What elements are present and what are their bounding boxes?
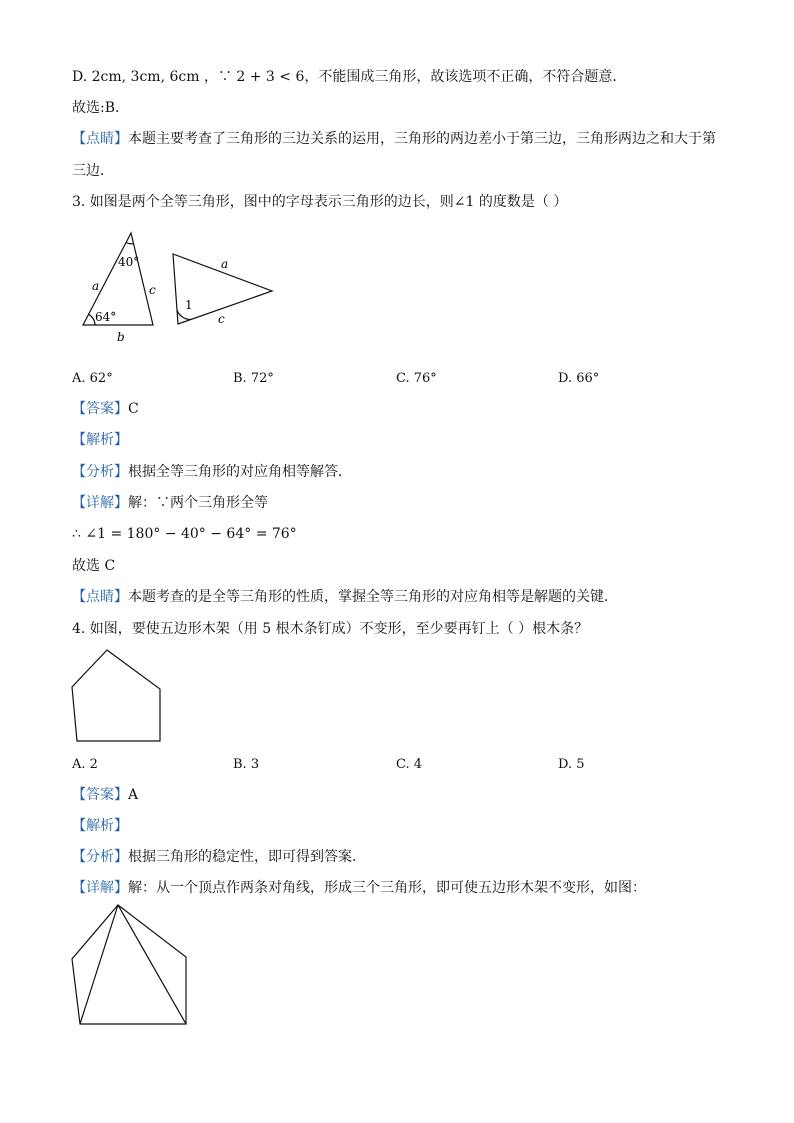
diagonal-right xyxy=(118,905,186,1024)
prev-comment xyxy=(72,130,716,148)
analysis-tag: 【解析】 xyxy=(72,818,128,834)
q3-formula: ∴ ∠1 = 180° − 40° − 64° = 76° xyxy=(72,526,297,542)
q3-detail xyxy=(72,494,268,512)
pentagon xyxy=(72,650,160,741)
comment-text-1: 本题主要考查了三角形的三边关系的运用，三角形的两边差小于第三边，三角形两边之和大于第 xyxy=(128,131,716,147)
q4-pentagon-figure xyxy=(68,646,166,746)
q3-answer xyxy=(72,400,139,418)
diagonal-left xyxy=(80,905,118,1024)
fenxi-tag: 【分析】 xyxy=(72,849,128,865)
q3-analysis xyxy=(72,431,128,449)
q4-detail xyxy=(72,879,646,897)
q3-option-a: A. 62° xyxy=(72,371,113,386)
label-right-a: a xyxy=(221,257,229,271)
fenxi-text: 根据全等三角形的对应角相等解答． xyxy=(128,464,352,480)
answer-tag: 【答案】 xyxy=(72,787,128,803)
answer-tag: 【答案】 xyxy=(72,401,128,417)
analysis-tag: 【解析】 xyxy=(72,432,128,448)
detail-tag: 【详解】 xyxy=(72,880,128,896)
label-left-a: a xyxy=(92,279,100,293)
answer-value: A xyxy=(128,787,139,803)
q4-stem: 4. 如图，要使五边形木架（用 5 根木条钉成）不变形，至少要再钉上（ ）根木条？ xyxy=(72,621,589,637)
q4-option-b: B. 3 xyxy=(233,757,260,772)
comment-tag: 【点睛】 xyxy=(72,131,128,147)
pentagon-solution xyxy=(72,905,186,1024)
label-64: 64° xyxy=(95,310,117,324)
q4-option-c: C. 4 xyxy=(396,757,423,772)
q4-analysis xyxy=(72,817,128,835)
left-angle-top-arc xyxy=(126,243,133,244)
comment-text: 本题考查的是全等三角形的性质，掌握全等三角形的对应角相等是解题的关键． xyxy=(128,589,618,605)
q3-choose: 故选 C xyxy=(72,558,116,574)
q3-option-d: D. 66° xyxy=(558,371,600,386)
q3-option-b: B. 72° xyxy=(233,371,274,386)
label-40: 40° xyxy=(118,255,140,269)
label-left-c: c xyxy=(149,283,156,297)
prev-choose: 故选:B． xyxy=(72,100,130,116)
q3-comment xyxy=(72,588,618,606)
q4-solution-figure xyxy=(66,900,192,1030)
comment-tag: 【点睛】 xyxy=(72,589,128,605)
label-left-b: b xyxy=(117,330,125,344)
label-right-c: c xyxy=(218,312,225,326)
q3-fenxi xyxy=(72,463,352,481)
detail-text: 解：从一个顶点作两条对角线，形成三个三角形，即可使五边形木架不变形，如图： xyxy=(128,880,646,896)
fenxi-tag: 【分析】 xyxy=(72,464,128,480)
q4-answer xyxy=(72,786,138,804)
prev-option-d: D. 2cm, 3cm, 6cm ，∵ 2 + 3 < 6，不能围成三角形，故该选项不正确，不符合题意． xyxy=(72,69,627,85)
q4-option-d: D. 5 xyxy=(558,757,585,772)
label-angle-1: 1 xyxy=(185,298,193,312)
detail-text: 解：∵两个三角形全等 xyxy=(128,495,268,511)
q4-fenxi xyxy=(72,848,366,866)
detail-tag: 【详解】 xyxy=(72,495,128,511)
q3-figure xyxy=(70,222,290,348)
q3-option-c: C. 76° xyxy=(396,371,437,386)
fenxi-text: 根据三角形的稳定性，即可得到答案． xyxy=(128,849,366,865)
answer-value: C xyxy=(128,401,139,417)
q3-stem: 3. 如图是两个全等三角形，图中的字母表示三角形的边长，则∠1 的度数是（ ） xyxy=(72,194,568,210)
q4-option-a: A. 2 xyxy=(72,757,98,772)
prev-comment-cont: 三边． xyxy=(72,163,114,179)
